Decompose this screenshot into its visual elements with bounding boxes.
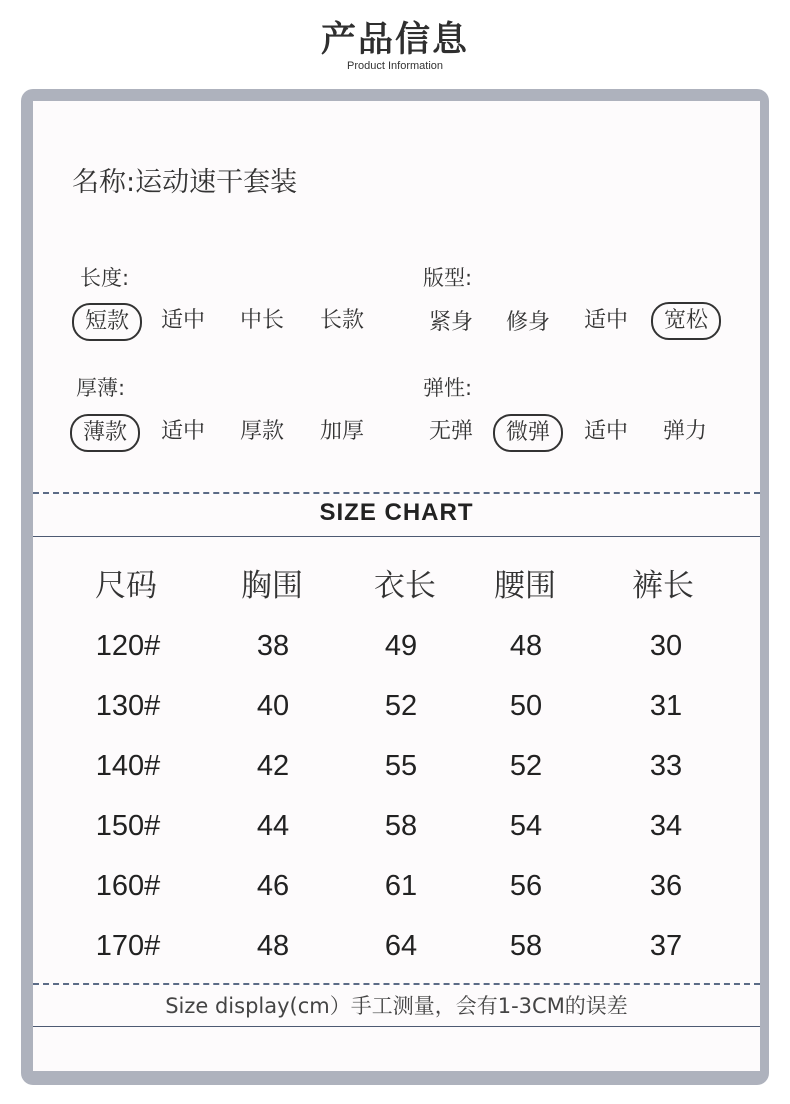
thickness-option-extra-thick[interactable]: 加厚: [319, 419, 364, 444]
table-cell: 150#: [95, 810, 161, 842]
page-subtitle: Product Information: [347, 60, 443, 72]
length-option-medium[interactable]: 适中: [160, 308, 205, 333]
fit-option-loose[interactable]: 宽松: [651, 302, 721, 340]
col-header-chest: 胸围: [241, 568, 303, 604]
table-cell: 130#: [95, 690, 161, 722]
divider-dashed-bottom: [33, 983, 760, 985]
table-cell: 36: [649, 870, 683, 902]
table-cell: 40: [256, 690, 290, 722]
table-cell: 33: [649, 750, 683, 782]
elasticity-option-medium[interactable]: 适中: [583, 419, 628, 444]
elasticity-option-stretch[interactable]: 弹力: [662, 419, 707, 444]
fit-option-tight[interactable]: 紧身: [428, 310, 473, 335]
product-name: 名称:运动速干套装: [72, 167, 298, 198]
page-header: [0, 0, 790, 86]
length-option-mid-long[interactable]: 中长: [239, 308, 284, 333]
page-title: 产品信息: [320, 20, 469, 60]
length-option-long[interactable]: 长款: [319, 308, 364, 333]
table-cell: 52: [384, 690, 418, 722]
table-cell: 46: [256, 870, 290, 902]
divider-solid-bottom: [33, 1026, 760, 1027]
col-header-pants-length: 裤长: [632, 568, 694, 604]
attr-label-thickness: 厚薄:: [76, 376, 126, 400]
fit-option-regular[interactable]: 适中: [583, 308, 628, 333]
table-cell: 160#: [95, 870, 161, 902]
attr-label-fit: 版型:: [423, 266, 473, 290]
thickness-option-medium[interactable]: 适中: [160, 419, 205, 444]
elasticity-option-slight[interactable]: 微弹: [493, 414, 563, 452]
table-cell: 61: [384, 870, 418, 902]
table-cell: 48: [509, 630, 543, 662]
table-cell: 37: [649, 930, 683, 962]
table-cell: 49: [384, 630, 418, 662]
thickness-option-thick[interactable]: 厚款: [239, 419, 284, 444]
col-header-waist: 腰围: [494, 568, 556, 604]
table-cell: 31: [649, 690, 683, 722]
attr-label-length: 长度:: [80, 266, 130, 290]
table-cell: 56: [509, 870, 543, 902]
measurement-note: Size display(cm）手工测量，会有1-3CM的误差: [165, 994, 628, 1018]
table-cell: 50: [509, 690, 543, 722]
divider-dashed-top: [33, 492, 760, 494]
length-option-short[interactable]: 短款: [72, 303, 142, 341]
table-cell: 120#: [95, 630, 161, 662]
table-cell: 38: [256, 630, 290, 662]
table-cell: 55: [384, 750, 418, 782]
table-cell: 30: [649, 630, 683, 662]
table-cell: 170#: [95, 930, 161, 962]
table-cell: 140#: [95, 750, 161, 782]
table-cell: 52: [509, 750, 543, 782]
table-cell: 48: [256, 930, 290, 962]
col-header-size: 尺码: [95, 568, 157, 604]
col-header-top-length: 衣长: [374, 568, 436, 604]
table-cell: 58: [509, 930, 543, 962]
divider-solid-top: [33, 536, 760, 537]
table-cell: 44: [256, 810, 290, 842]
elasticity-option-none[interactable]: 无弹: [428, 419, 473, 444]
table-cell: 64: [384, 930, 418, 962]
table-cell: 58: [384, 810, 418, 842]
table-cell: 54: [509, 810, 543, 842]
fit-option-slim[interactable]: 修身: [505, 310, 550, 335]
attr-label-elasticity: 弹性:: [423, 376, 473, 400]
table-cell: 42: [256, 750, 290, 782]
thickness-option-thin[interactable]: 薄款: [70, 414, 140, 452]
size-chart-title: SIZE CHART: [319, 499, 474, 526]
table-cell: 34: [649, 810, 683, 842]
